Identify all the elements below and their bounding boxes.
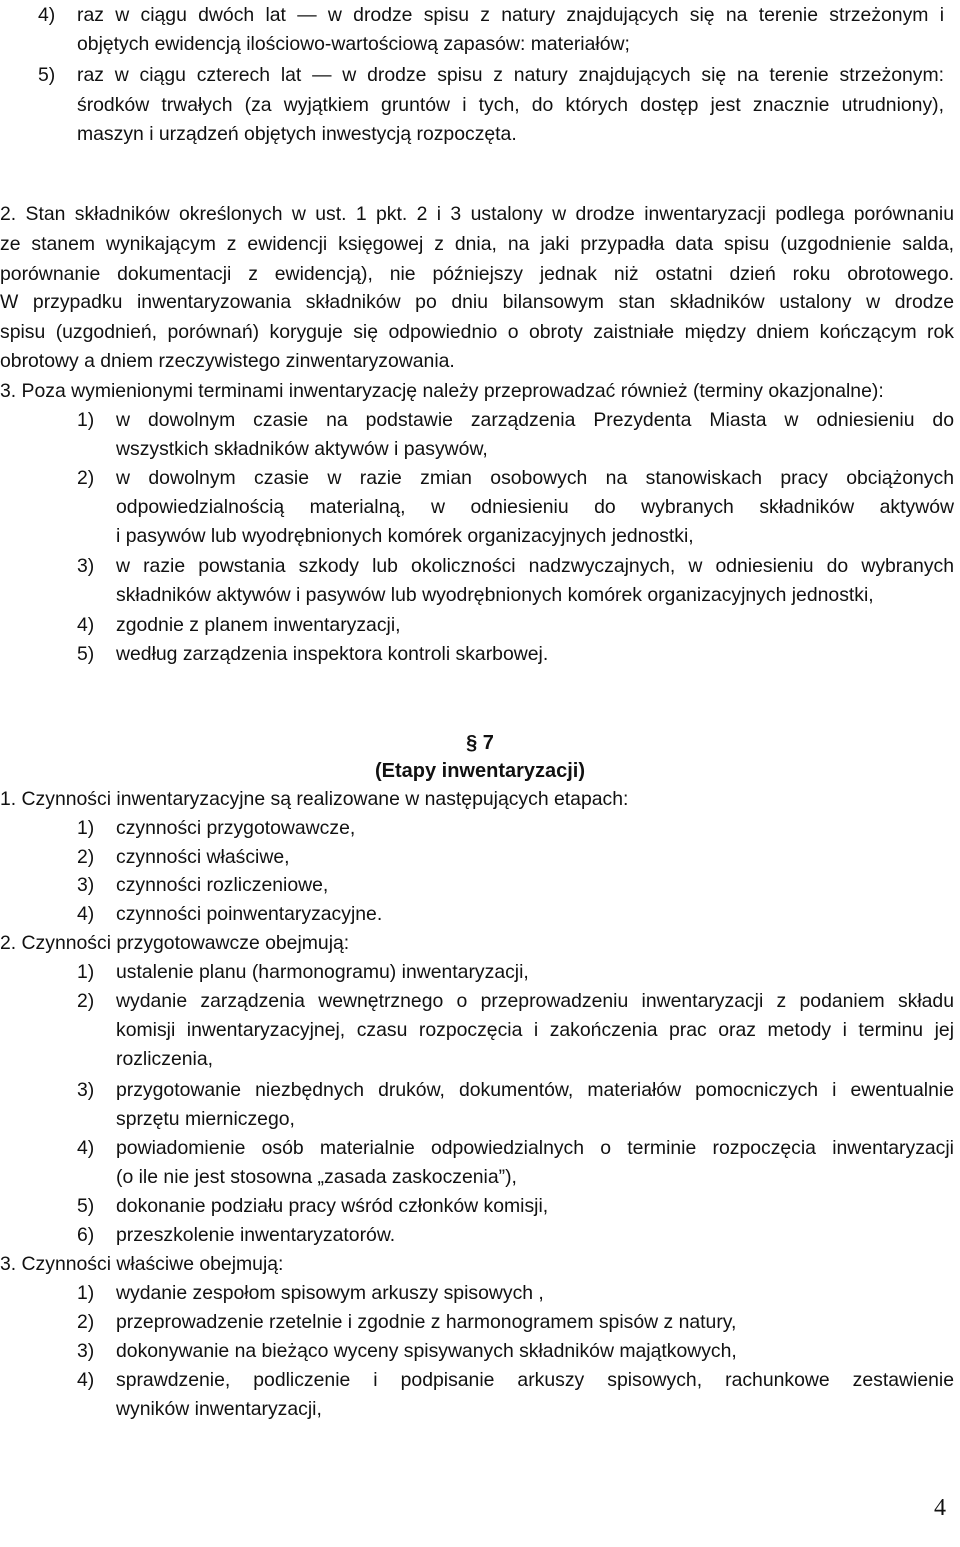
list-text: sprzętu mierniczego,	[116, 1108, 295, 1130]
list-number: 4)	[77, 1369, 95, 1391]
list-item	[0, 1134, 960, 1163]
page-number: 4	[934, 1495, 946, 1521]
list-number: 2)	[77, 1311, 95, 1333]
list-item	[0, 1076, 960, 1105]
list-text-line	[0, 30, 960, 59]
list-item	[0, 814, 960, 843]
list-text: (o ile nie jest stosowna „zasada zaskoczenia”),	[116, 1166, 517, 1188]
list-item	[0, 552, 960, 581]
list-text: przygotowanie niezbędnych druków, dokumentów, materiałów pomocniczych i ewentualnie	[116, 1079, 954, 1101]
list-number: 2)	[77, 846, 95, 868]
list-text-line	[0, 1163, 960, 1192]
list-text: i pasywów lub wyodrębnionych komórek organizacyjnych jednostki,	[116, 525, 694, 547]
paragraph-text: 2. Czynności przygotowawcze obejmują:	[0, 932, 350, 954]
list-text: wyników inwentaryzacji,	[116, 1398, 322, 1420]
paragraph-text: obrotowy a dniem rzeczywistego zinwentaryzowania.	[0, 350, 455, 372]
list-text-line	[0, 1395, 960, 1424]
list-text: według zarządzenia inspektora kontroli skarbowej.	[116, 643, 549, 665]
list-text-line	[0, 1105, 960, 1134]
list-number: 3)	[77, 874, 95, 896]
paragraph-line	[0, 347, 960, 376]
paragraph-line	[0, 230, 960, 259]
list-item	[0, 1221, 960, 1250]
list-number: 2)	[77, 467, 95, 489]
list-text: przeszkolenie inwentaryzatorów.	[116, 1224, 396, 1246]
list-text: odpowiedzialnością materialną, w odniesieniu do wybranych składników aktywów	[116, 496, 954, 518]
list-text-line	[0, 1016, 960, 1045]
list-number: 4)	[77, 614, 95, 636]
list-item	[0, 1, 960, 30]
section-title: (Etapy inwentaryzacji)	[374, 760, 586, 782]
list-text-line	[0, 91, 960, 120]
list-number: 5)	[38, 64, 56, 86]
list-text-line	[0, 120, 960, 149]
list-item	[0, 1308, 960, 1337]
list-text: czynności poinwentaryzacyjne.	[116, 903, 383, 925]
list-item	[0, 871, 960, 900]
list-item	[0, 843, 960, 872]
list-text: dokonywanie na bieżąco wyceny spisywanych składników majątkowych,	[116, 1340, 737, 1362]
list-item	[0, 464, 960, 493]
list-number: 6)	[77, 1224, 95, 1246]
list-item	[0, 1279, 960, 1308]
list-text: przeprowadzenie rzetelnie i zgodnie z harmonogramem spisów z natury,	[116, 1311, 737, 1333]
list-item	[0, 640, 960, 669]
list-item	[0, 1366, 960, 1395]
list-item	[0, 987, 960, 1016]
paragraph-line	[0, 200, 960, 229]
list-text: w dowolnym czasie na podstawie zarządzenia Prezydenta Miasta w odniesieniu do	[116, 409, 954, 431]
paragraph-text: 2. Stan składników określonych w ust. 1 pkt. 2 i 3 ustalony w drodze inwentaryzacji podlega porównaniu	[0, 203, 954, 225]
paragraph-line	[0, 377, 960, 406]
paragraph-line	[0, 318, 960, 347]
list-number: 3)	[77, 1340, 95, 1362]
paragraph-line	[0, 288, 960, 317]
list-text: wszystkich składników aktywów i pasywów,	[116, 438, 488, 460]
list-text-line	[0, 493, 960, 522]
paragraph-line	[0, 1250, 960, 1279]
paragraph-line	[0, 260, 960, 289]
list-number: 1)	[77, 817, 95, 839]
list-text: zgodnie z planem inwentaryzacji,	[116, 614, 401, 636]
list-text: objętych ewidencją ilościowo-wartościową zapasów: materiałów;	[77, 33, 630, 55]
list-text: sprawdzenie, podliczenie i podpisanie arkuszy spisowych, rachunkowe zestawienie	[116, 1369, 954, 1391]
list-text: wydanie zarządzenia wewnętrznego o przeprowadzeniu inwentaryzacji z podaniem składu	[116, 990, 954, 1012]
list-number: 5)	[77, 643, 95, 665]
list-item	[0, 900, 960, 929]
list-text: komisji inwentaryzacyjnej, czasu rozpoczęcia i zakończenia prac oraz metody i terminu jej	[116, 1019, 954, 1041]
paragraph-text: spisu (uzgodnień, porównań) koryguje się odpowiednio o obroty zaistniałe między dniem kończącym rok	[0, 321, 954, 343]
list-number: 1)	[77, 409, 95, 431]
list-item	[0, 958, 960, 987]
list-number: 3)	[77, 555, 95, 577]
list-text: maszyn i urządzeń objętych inwestycją rozpoczęta.	[77, 123, 517, 145]
paragraph-text: 3. Czynności właściwe obejmują:	[0, 1253, 284, 1275]
list-text-line	[0, 1045, 960, 1074]
list-item	[0, 1337, 960, 1366]
list-text: czynności właściwe,	[116, 846, 290, 868]
paragraph-text: porównanie dokumentacji z ewidencją), nie późniejszy jednak niż ostatni dzień roku obrotowego.	[0, 263, 954, 285]
list-number: 4)	[38, 4, 56, 26]
list-text-line	[0, 581, 960, 610]
list-text: czynności przygotowawcze,	[116, 817, 356, 839]
list-item	[0, 61, 960, 90]
paragraph-line	[0, 785, 960, 814]
list-number: 4)	[77, 903, 95, 925]
list-item	[0, 406, 960, 435]
paragraph-text: ze stanem wynikającym z ewidencji księgowej z dnia, na jaki przypadła data spisu (uzgodnienie salda,	[0, 233, 954, 255]
paragraph-text: 1. Czynności inwentaryzacyjne są realizowane w następujących etapach:	[0, 788, 629, 810]
list-text: raz w ciągu czterech lat — w drodze spisu z natury znajdujących się na terenie strzeżonym:	[77, 64, 944, 86]
list-text: składników aktywów i pasywów lub wyodrębnionych komórek organizacyjnych jednostki,	[116, 584, 874, 606]
list-text: wydanie zespołom spisowym arkuszy spisowych ,	[116, 1282, 544, 1304]
paragraph-text: 3. Poza wymienionymi terminami inwentaryzację należy przeprowadzać również (terminy okazjonalne):	[0, 380, 884, 402]
list-text-line	[0, 435, 960, 464]
list-text: rozliczenia,	[116, 1048, 213, 1070]
list-text: czynności rozliczeniowe,	[116, 874, 329, 896]
list-text: w razie powstania szkody lub okoliczności nadzwyczajnych, w odniesieniu do wybranych	[116, 555, 954, 577]
list-text: raz w ciągu dwóch lat — w drodze spisu z natury znajdujących się na terenie strzeżonym i	[77, 4, 944, 26]
paragraph-text: W przypadku inwentaryzowania składników po dniu bilansowym stan składników ustalony w drodze	[0, 291, 954, 313]
list-text: dokonanie podziału pracy wśród członków komisji,	[116, 1195, 549, 1217]
list-number: 4)	[77, 1137, 95, 1159]
list-number: 1)	[77, 1282, 95, 1304]
list-text: ustalenie planu (harmonogramu) inwentaryzacji,	[116, 961, 529, 983]
list-text: w dowolnym czasie w razie zmian osobowych na stanowiskach pracy obciążonych	[116, 467, 954, 489]
section-number: § 7	[466, 732, 494, 754]
list-text: powiadomienie osób materialnie odpowiedzialnych o terminie rozpoczęcia inwentaryzacji	[116, 1137, 954, 1159]
paragraph-line	[0, 929, 960, 958]
list-number: 1)	[77, 961, 95, 983]
list-item	[0, 611, 960, 640]
list-number: 5)	[77, 1195, 95, 1217]
list-text-line	[0, 522, 960, 551]
list-number: 2)	[77, 990, 95, 1012]
list-text: środków trwałych (za wyjątkiem gruntów i tych, do których dostęp jest znacznie utrudniony),	[77, 94, 944, 116]
list-item	[0, 1192, 960, 1221]
list-number: 3)	[77, 1079, 95, 1101]
